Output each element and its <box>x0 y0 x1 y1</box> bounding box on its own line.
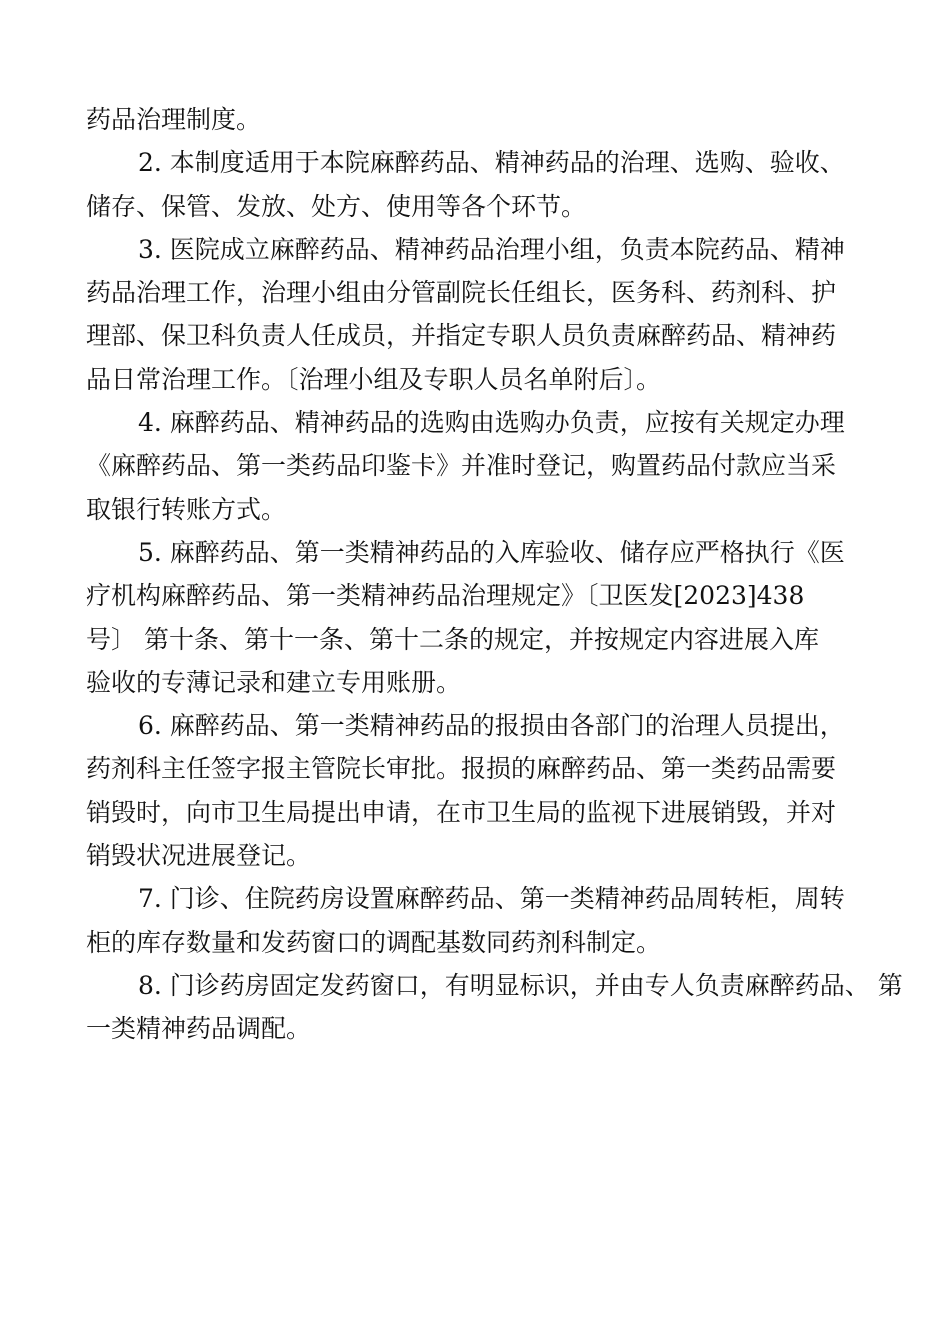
text-line: 销毁状况进展登记。 <box>86 841 312 871</box>
document-body <box>86 98 903 1051</box>
text-line: 号〕 第十条、第十一条、第十二条的规定，并按规定内容进展入库 <box>86 624 819 654</box>
text-line: 疗机构麻醉药品、第一类精神药品治理规定》〔卫医发[2023]438 <box>86 581 805 611</box>
text-line: 储存、保管、发放、处方、使用等各个环节。 <box>86 191 587 221</box>
text-line: 柜的库存数量和发药窗口的调配基数同药剂科制定。 <box>86 927 662 957</box>
paragraph-item-4 <box>86 401 872 531</box>
text-line: 药品治理制度。 <box>86 105 262 134</box>
text-line: 6. 麻醉药品、第一类精神药品的报损由各部门的治理人员提出， <box>138 711 845 741</box>
text-line: 验收的专薄记录和建立专用账册。 <box>86 667 462 697</box>
text-line: 8. 门诊药房固定发药窗口，有明显标识，并由专人负责麻醉药品、 第 <box>138 970 903 1000</box>
text-line: 2. 本制度适用于本院麻醉药品、精神药品的治理、选购、验收、 <box>138 148 845 178</box>
text-line: 取银行转账方式。 <box>86 494 287 524</box>
text-line: 品日常治理工作。〔治理小组及专职人员名单附后〕。 <box>86 364 662 394</box>
paragraph-item-3 <box>86 228 872 401</box>
text-line: 7. 门诊、住院药房设置麻醉药品、第一类精神药品周转柜，周转 <box>138 884 845 914</box>
paragraph-intro-tail <box>86 98 872 141</box>
paragraph-item-8 <box>86 964 903 1051</box>
text-line: 药品治理工作，治理小组由分管副院长任组长，医务科、药剂科、护 <box>86 278 837 308</box>
text-line: 药剂科主任签字报主管院长审批。报损的麻醉药品、第一类药品需要 <box>86 754 837 784</box>
text-line: 理部、保卫科负责人任成员，并指定专职人员负责麻醉药品、精神药 <box>86 321 837 351</box>
paragraph-item-7 <box>86 877 872 964</box>
text-line: 4. 麻醉药品、精神药品的选购由选购办负责，应按有关规定办理 <box>138 408 845 438</box>
text-line: 《麻醉药品、第一类药品印鉴卡》并准时登记，购置药品付款应当采 <box>86 451 837 481</box>
paragraph-item-5 <box>86 531 872 704</box>
text-line: 5. 麻醉药品、第一类精神药品的入库验收、储存应严格执行《医 <box>138 537 845 567</box>
text-line: 一类精神药品调配。 <box>86 1014 312 1044</box>
paragraph-item-6 <box>86 704 872 877</box>
paragraph-item-2 <box>86 141 872 228</box>
text-line: 3. 医院成立麻醉药品、精神药品治理小组，负责本院药品、精神 <box>138 234 845 264</box>
text-line: 销毁时，向市卫生局提出申请，在市卫生局的监视下进展销毁，并对 <box>86 797 837 827</box>
